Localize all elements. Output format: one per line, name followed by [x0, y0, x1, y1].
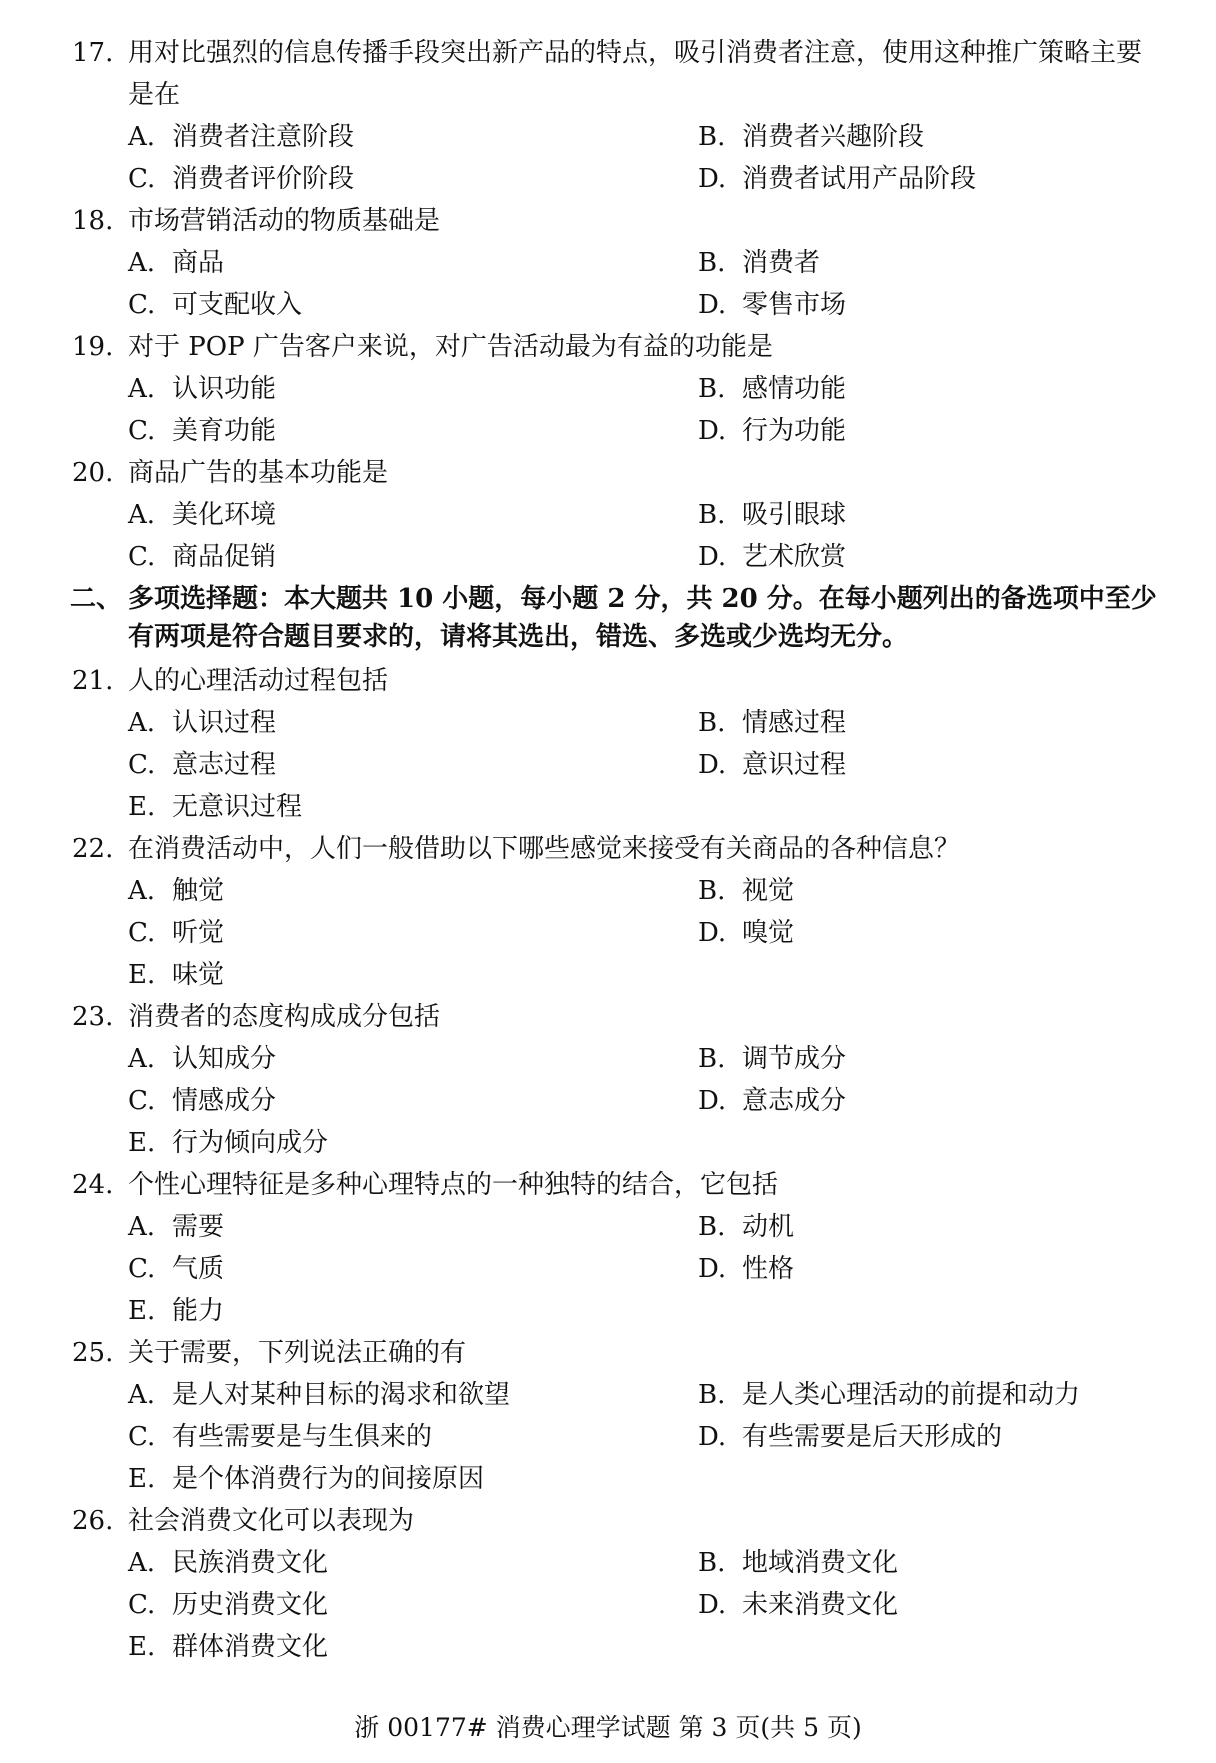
option-letter: A. — [128, 374, 156, 404]
option-a[interactable] — [128, 1374, 510, 1416]
question-number: 19. — [72, 332, 114, 362]
option-b[interactable] — [698, 116, 924, 158]
question-25 — [72, 1332, 1152, 1500]
option-text: 情感成分 — [172, 1086, 277, 1116]
option-row — [72, 702, 1152, 744]
option-d[interactable] — [698, 284, 846, 326]
question-number: 24. — [72, 1170, 114, 1200]
option-letter: B. — [698, 122, 726, 152]
option-text: 有些需要是与生俱来的 — [172, 1422, 433, 1452]
option-text: 味觉 — [172, 960, 225, 990]
option-a[interactable] — [128, 1206, 224, 1248]
option-text: 美化环境 — [172, 500, 277, 530]
option-text: 行为功能 — [742, 416, 847, 446]
option-row — [72, 368, 1152, 410]
option-text: 是个体消费行为的间接原因 — [172, 1464, 485, 1494]
option-text: 意志成分 — [742, 1086, 847, 1116]
option-text: 可支配收入 — [172, 290, 303, 320]
option-letter: D. — [698, 1254, 727, 1284]
option-row — [72, 1458, 1152, 1500]
option-b[interactable] — [698, 494, 846, 536]
option-row — [72, 1374, 1152, 1416]
option-row — [72, 1038, 1152, 1080]
option-row — [72, 1542, 1152, 1584]
option-letter: A. — [128, 1380, 156, 1410]
option-b[interactable] — [698, 870, 794, 912]
option-text: 是人类心理活动的前提和动力 — [742, 1380, 1081, 1410]
option-letter: B. — [698, 1044, 726, 1074]
option-row — [72, 536, 1152, 578]
option-text: 调节成分 — [742, 1044, 847, 1074]
option-a[interactable] — [128, 368, 276, 410]
page-footer: 浙 00177# 消费心理学试题 第 3 页(共 5 页) — [354, 1713, 862, 1742]
option-b[interactable] — [698, 1374, 1080, 1416]
option-c[interactable] — [128, 744, 276, 786]
option-text: 需要 — [172, 1212, 225, 1242]
option-b[interactable] — [698, 1038, 846, 1080]
option-letter: D. — [698, 918, 727, 948]
option-text: 商品促销 — [172, 542, 277, 572]
question-stem — [72, 996, 1152, 1038]
option-row — [72, 1290, 1152, 1332]
question-stem — [72, 1332, 1152, 1374]
option-c[interactable] — [128, 284, 302, 326]
option-text: 民族消费文化 — [172, 1548, 329, 1578]
question-stem — [72, 1500, 1152, 1542]
option-letter: B. — [698, 500, 726, 530]
question-text: 在消费活动中，人们一般借助以下哪些感觉来接受有关商品的各种信息？ — [128, 834, 961, 864]
option-letter: C. — [128, 1254, 156, 1284]
option-a[interactable] — [128, 1038, 276, 1080]
option-text: 认识过程 — [172, 708, 277, 738]
option-letter: D. — [698, 750, 727, 780]
option-e[interactable] — [128, 786, 302, 828]
question-stem — [72, 200, 1152, 242]
option-text: 是人对某种目标的渴求和欲望 — [172, 1380, 511, 1410]
option-text: 听觉 — [172, 918, 225, 948]
option-letter: C. — [128, 290, 156, 320]
option-text: 消费者试用产品阶段 — [742, 164, 977, 194]
option-d[interactable] — [698, 1080, 846, 1122]
option-text: 消费者 — [742, 248, 821, 278]
question-text: 人的心理活动过程包括 — [128, 666, 389, 696]
question-number: 18. — [72, 206, 114, 236]
option-text: 意志过程 — [172, 750, 277, 780]
option-a[interactable] — [128, 870, 224, 912]
option-letter: D. — [698, 290, 727, 320]
question-stem — [72, 660, 1152, 702]
option-letter: C. — [128, 1422, 156, 1452]
option-text: 行为倾向成分 — [172, 1128, 329, 1158]
question-stem — [72, 326, 1152, 368]
option-text: 群体消费文化 — [172, 1632, 329, 1662]
option-b[interactable] — [698, 702, 846, 744]
option-letter: D. — [698, 542, 727, 572]
option-letter: C. — [128, 164, 156, 194]
option-text: 视觉 — [742, 876, 795, 906]
option-row — [72, 1416, 1152, 1458]
option-row — [72, 1248, 1152, 1290]
option-row — [72, 410, 1152, 452]
question-number: 26. — [72, 1506, 114, 1536]
option-letter: B. — [698, 248, 726, 278]
option-row — [72, 116, 1152, 158]
option-text: 历史消费文化 — [172, 1590, 329, 1620]
option-text: 商品 — [172, 248, 225, 278]
option-text: 气质 — [172, 1254, 225, 1284]
option-row — [72, 954, 1152, 996]
option-letter: A. — [128, 1212, 156, 1242]
option-c[interactable] — [128, 912, 224, 954]
option-letter: D. — [698, 1590, 727, 1620]
option-text: 地域消费文化 — [742, 1548, 899, 1578]
option-text: 未来消费文化 — [742, 1590, 899, 1620]
question-number: 22. — [72, 834, 114, 864]
question-text: 关于需要，下列说法正确的有 — [128, 1338, 467, 1368]
question-stem — [72, 828, 1152, 870]
option-letter: C. — [128, 750, 156, 780]
option-c[interactable] — [128, 1416, 432, 1458]
option-a[interactable] — [128, 116, 354, 158]
option-a[interactable] — [128, 242, 224, 284]
option-row — [72, 242, 1152, 284]
option-letter: C. — [128, 542, 156, 572]
question-text: 消费者的态度构成成分包括 — [128, 1002, 441, 1032]
section-heading — [70, 578, 1157, 660]
option-letter: A. — [128, 1044, 156, 1074]
option-b[interactable] — [698, 1206, 794, 1248]
option-d[interactable] — [698, 912, 794, 954]
option-letter: A. — [128, 1548, 156, 1578]
option-letter: B. — [698, 1548, 726, 1578]
question-text: 商品广告的基本功能是 — [128, 458, 389, 488]
question-23 — [72, 996, 1152, 1164]
question-text: 对于 POP 广告客户来说，对广告活动最为有益的功能是 — [128, 332, 773, 362]
option-a[interactable] — [128, 702, 276, 744]
option-c[interactable] — [128, 1080, 276, 1122]
exam-content — [70, 32, 1157, 1668]
option-d[interactable] — [698, 158, 976, 200]
option-c[interactable] — [128, 1248, 224, 1290]
option-letter: B. — [698, 708, 726, 738]
option-d[interactable] — [698, 1248, 794, 1290]
option-letter: C. — [128, 1086, 156, 1116]
option-c[interactable] — [128, 536, 276, 578]
question-text: 个性心理特征是多种心理特点的一种独特的结合，它包括 — [128, 1170, 779, 1200]
option-letter: E. — [128, 1464, 156, 1494]
option-e[interactable] — [128, 1458, 484, 1500]
question-17 — [72, 32, 1152, 200]
option-text: 有些需要是后天形成的 — [742, 1422, 1003, 1452]
question-22 — [72, 828, 1152, 996]
option-text: 情感过程 — [742, 708, 847, 738]
option-text: 认识功能 — [172, 374, 277, 404]
option-letter: B. — [698, 1380, 726, 1410]
option-text: 美育功能 — [172, 416, 277, 446]
question-26 — [72, 1500, 1152, 1668]
option-letter: C. — [128, 918, 156, 948]
option-row — [72, 744, 1152, 786]
option-d[interactable] — [698, 1416, 1002, 1458]
option-letter: D. — [698, 164, 727, 194]
option-letter: A. — [128, 708, 156, 738]
option-b[interactable] — [698, 1542, 898, 1584]
option-b[interactable] — [698, 242, 820, 284]
option-d[interactable] — [698, 744, 846, 786]
option-text: 动机 — [742, 1212, 795, 1242]
section-instructions: 多项选择题：本大题共 10 小题，每小题 2 分，共 20 分。在每小题列出的备选项中至少有两项是符合题目要求的，请将其选出，错选、多选或少选均无分。 — [128, 584, 1157, 652]
section-number: 二、 — [70, 584, 123, 614]
option-e[interactable] — [128, 954, 224, 996]
option-text: 触觉 — [172, 876, 225, 906]
option-letter: E. — [128, 1296, 156, 1326]
question-number: 20. — [72, 458, 114, 488]
option-row — [72, 1206, 1152, 1248]
option-row — [72, 158, 1152, 200]
question-text: 社会消费文化可以表现为 — [128, 1506, 415, 1536]
option-e[interactable] — [128, 1122, 328, 1164]
question-text: 用对比强烈的信息传播手段突出新产品的特点，吸引消费者注意，使用这种推广策略主要是在 — [128, 38, 1143, 110]
option-a[interactable] — [128, 494, 276, 536]
option-row — [72, 870, 1152, 912]
option-letter: A. — [128, 500, 156, 530]
option-letter: E. — [128, 1632, 156, 1662]
option-d[interactable] — [698, 410, 846, 452]
option-letter: E. — [128, 960, 156, 990]
option-letter: D. — [698, 1086, 727, 1116]
option-text: 认知成分 — [172, 1044, 277, 1074]
option-a[interactable] — [128, 1542, 328, 1584]
option-row — [72, 912, 1152, 954]
option-letter: C. — [128, 1590, 156, 1620]
option-row — [72, 786, 1152, 828]
option-letter: A. — [128, 122, 156, 152]
option-text: 吸引眼球 — [742, 500, 847, 530]
option-letter: A. — [128, 248, 156, 278]
question-number: 23. — [72, 1002, 114, 1032]
option-letter: B. — [698, 374, 726, 404]
option-e[interactable] — [128, 1290, 224, 1332]
option-text: 感情功能 — [742, 374, 847, 404]
option-row — [72, 1626, 1152, 1668]
question-stem — [72, 452, 1152, 494]
option-text: 消费者注意阶段 — [172, 122, 355, 152]
option-text: 消费者兴趣阶段 — [742, 122, 925, 152]
question-20 — [72, 452, 1152, 578]
question-number: 25. — [72, 1338, 114, 1368]
option-e[interactable] — [128, 1626, 328, 1668]
option-row — [72, 1080, 1152, 1122]
option-c[interactable] — [128, 158, 354, 200]
option-text: 嗅觉 — [742, 918, 795, 948]
option-letter: B. — [698, 1212, 726, 1242]
option-letter: B. — [698, 876, 726, 906]
question-number: 21. — [72, 666, 114, 696]
option-d[interactable] — [698, 536, 846, 578]
question-24 — [72, 1164, 1152, 1332]
option-letter: E. — [128, 792, 156, 822]
option-letter: D. — [698, 1422, 727, 1452]
option-c[interactable] — [128, 1584, 328, 1626]
question-text: 市场营销活动的物质基础是 — [128, 206, 441, 236]
option-letter: D. — [698, 416, 727, 446]
question-21 — [72, 660, 1152, 828]
option-row — [72, 494, 1152, 536]
option-row — [72, 1122, 1152, 1164]
option-b[interactable] — [698, 368, 846, 410]
option-c[interactable] — [128, 410, 276, 452]
option-letter: A. — [128, 876, 156, 906]
option-text: 无意识过程 — [172, 792, 303, 822]
question-number: 17. — [72, 38, 114, 68]
option-letter: C. — [128, 416, 156, 446]
question-stem — [72, 32, 1152, 116]
option-text: 零售市场 — [742, 290, 847, 320]
option-text: 艺术欣赏 — [742, 542, 847, 572]
question-19 — [72, 326, 1152, 452]
option-text: 能力 — [172, 1296, 225, 1326]
option-text: 性格 — [742, 1254, 795, 1284]
question-18 — [72, 200, 1152, 326]
question-stem — [72, 1164, 1152, 1206]
option-letter: E. — [128, 1128, 156, 1158]
option-d[interactable] — [698, 1584, 898, 1626]
option-row — [72, 284, 1152, 326]
option-row — [72, 1584, 1152, 1626]
option-text: 意识过程 — [742, 750, 847, 780]
option-text: 消费者评价阶段 — [172, 164, 355, 194]
